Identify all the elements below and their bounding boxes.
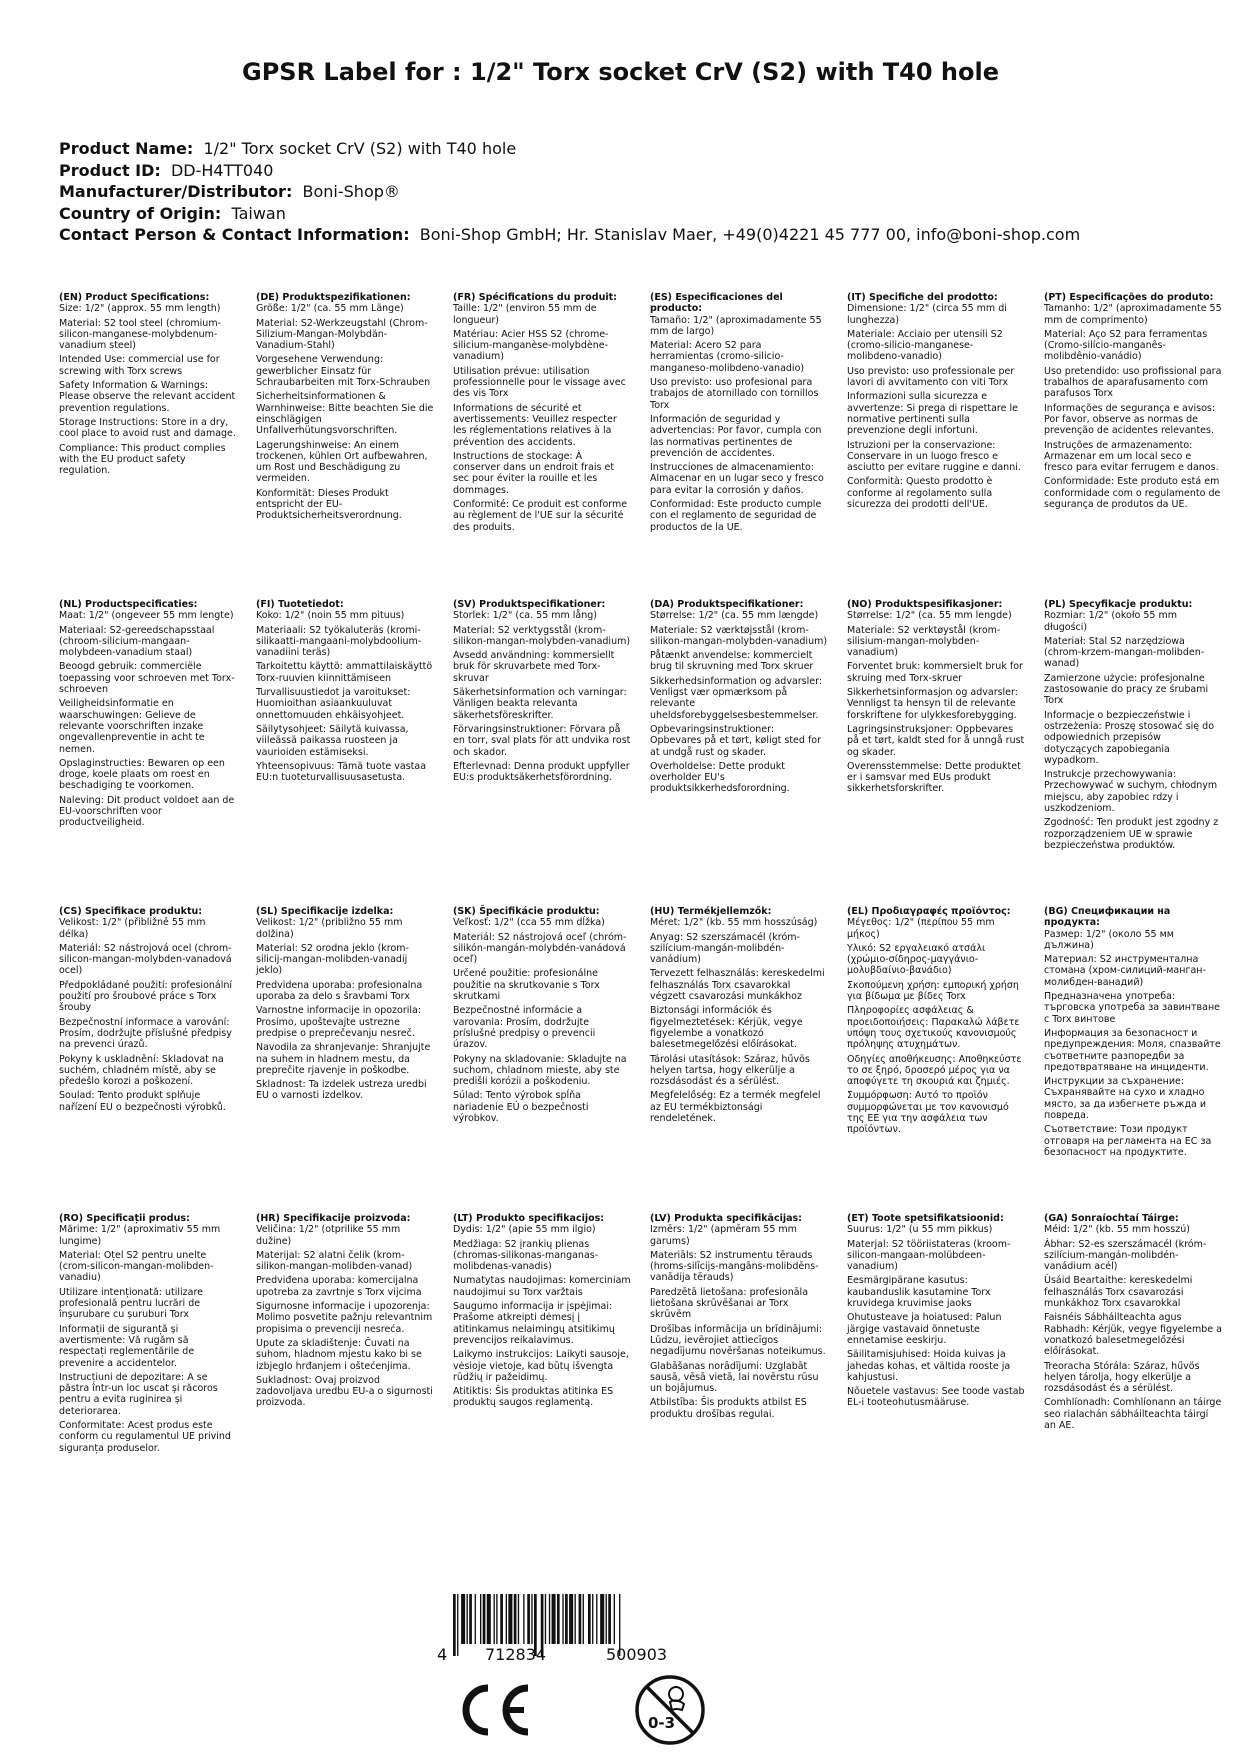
spec-section	[256, 292, 434, 525]
spec-paragraph: Megfelelőség: Ez a termék megfelel az EU termékbiztonsági rendeletének.	[650, 1090, 821, 1125]
spec-section-title: (DA) Produktspecifikationer:	[650, 599, 804, 610]
spec-paragraph: Ábhar: S2-es szerszámacél (króm-szilícium-mangán-molibdén-vanádium acél)	[1044, 1238, 1207, 1273]
spec-paragraph: Mărime: 1/2" (aproximativ 55 mm lungime)	[59, 1224, 221, 1247]
spec-section-title: (PL) Specyfikacje produktu:	[1044, 599, 1193, 610]
spec-paragraph: Comhlíonadh: Comhlíonann an táirge seo rialachán sábháilteachta táirgí an AE.	[1044, 1397, 1222, 1432]
spec-paragraph: Størrelse: 1/2" (ca. 55 mm længde)	[650, 610, 819, 622]
info-line	[59, 138, 1219, 160]
spec-paragraph: Съответствие: Този продукт отговаря на регламента на ЕС за безопасност на продуктите.	[1044, 1124, 1212, 1158]
spec-paragraph: Určené použitie: profesionálne použitie na skrutkovanie s Torx skrutkami	[453, 968, 600, 1003]
spec-paragraph: Materiaal: S2-gereedschapsstaal (chroom-silicium-mangaan-molybdeen-vanadium staal)	[59, 624, 215, 659]
info-value: DD-H4TT040	[170, 160, 274, 180]
spec-paragraph: Utilisation prévue: utilisation professionnelle pour le vissage avec des vis Torx	[453, 365, 626, 400]
spec-section-title: (SV) Produktspecifikationer:	[453, 599, 606, 610]
age-warning-icon	[632, 1672, 708, 1748]
barcode-bar	[565, 1594, 568, 1644]
spec-section	[847, 906, 1025, 1139]
barcode-bar	[500, 1594, 503, 1644]
spec-paragraph: Sikkerhedsinformation og advarsler: Venligst vær opmærksom på relevante uheldsforebyggelsesbestemmelser.	[650, 675, 823, 721]
spec-paragraph: Laikymo instrukcijos: Laikyti sausoje, vėsioje vietoje, kad būtų išvengta rūdžių ir pažeidimų.	[453, 1349, 629, 1383]
spec-paragraph: Material: Oțel S2 pentru unelte (crom-silicon-mangan-molibden-vanadiu)	[59, 1249, 214, 1284]
barcode-bar	[552, 1594, 556, 1644]
spec-paragraph: Overholdelse: Dette produkt overholder EU's produktsikkerhedsforordning.	[650, 760, 790, 795]
spec-paragraph: Informações de segurança e avisos: Por favor, observe as normas de prevenção de acidentes relevantes.	[1044, 402, 1216, 437]
info-label: Country of Origin:	[59, 203, 222, 223]
spec-paragraph: Pokyny na skladovanie: Skladujte na suchom, chladnom mieste, aby ste predišli korózii a poškodeniu.	[453, 1053, 627, 1088]
spec-paragraph: Safety Information & Warnings: Please observe the relevant accident prevention regulations.	[59, 380, 236, 414]
spec-section-title: (PT) Especificações do produto:	[1044, 292, 1214, 303]
spec-paragraph: Säilitamisjuhised: Hoida kuivas ja jahedas kohas, et vältida rooste ja kahjustusi.	[847, 1349, 1011, 1383]
barcode-bar	[608, 1594, 611, 1644]
spec-section-title: (GA) Sonraíochtaí Táirge:	[1044, 1213, 1179, 1224]
spec-section-title: (FR) Spécifications du produit:	[453, 292, 617, 303]
spec-paragraph: Uso previsto: uso profesional para trabajos de atornillado con tornillos Torx	[650, 377, 819, 411]
spec-section-title: (NO) Produktspesifikasjoner:	[847, 599, 1003, 610]
info-value: Boni-Shop®	[302, 182, 400, 201]
spec-section	[453, 1213, 631, 1412]
spec-section	[847, 292, 1025, 513]
spec-section	[650, 599, 828, 798]
spec-paragraph: Efterlevnad: Denna produkt uppfyller EU:s produktsäkerhetsförordning.	[453, 760, 630, 784]
spec-section-title: (EL) Προδιαγραφές προϊόντος:	[847, 906, 1011, 917]
spec-paragraph: Vorgesehene Verwendung: gewerblicher Einsatz für Schraubarbeiten mit Torx-Schrauben	[256, 354, 431, 389]
barcode-bar	[531, 1594, 532, 1644]
info-line	[59, 224, 1219, 246]
barcode-bar	[549, 1594, 550, 1644]
spec-paragraph: Storlek: 1/2" (ca. 55 mm lång)	[453, 610, 598, 622]
spec-section	[256, 906, 434, 1105]
spec-paragraph: Atbilstība: Šis produkts atbilst ES produktu drošības regulai.	[650, 1397, 807, 1420]
spec-paragraph: Sigurnosne informacije i upozorenja: Molimo posvetite pažnju relevantnim propisima o prevenciji nesreća.	[256, 1301, 433, 1335]
spec-paragraph: Forventet bruk: kommersielt bruk for skruing med Torx-skruer	[847, 661, 1023, 684]
ce-mark-icon	[454, 1680, 534, 1740]
spec-paragraph: Sicherheitsinformationen & Warnhinweise: Bitte beachten Sie die einschlägigen Unfallverhütungsvorschriften.	[256, 391, 434, 437]
spec-paragraph: Turvallisuustiedot ja varoitukset: Huomioithan asiaankuuluvat onnettomuuden ehkäisyohjeet.	[256, 687, 411, 721]
spec-paragraph: Materiał: Stal S2 narzędziowa (chrom-krzem-mangan-molibden-wanad)	[1044, 635, 1205, 670]
spec-paragraph: Beoogd gebruik: commerciële toepassing voor schroeven met Torx-schroeven	[59, 661, 235, 696]
spec-paragraph: Påtænkt anvendelse: kommercielt brug til skruvning med Torx skruer	[650, 650, 814, 673]
spec-paragraph: Størrelse: 1/2" (ca. 55 mm lengde)	[847, 610, 1012, 622]
barcode-bar	[506, 1594, 507, 1644]
spec-paragraph: Μέγεθος: 1/2" (περίπου 55 mm μήκος)	[847, 917, 995, 940]
spec-paragraph: Velikost: 1/2" (približno 55 mm dolžina)	[256, 917, 403, 940]
spec-paragraph: Koko: 1/2" (noin 55 mm pituus)	[256, 610, 405, 622]
spec-section	[650, 906, 828, 1127]
spec-paragraph: Υλικό: S2 εργαλειακό ατσάλι (χρώμιο-σίδηρος-μαγγάνιο-μολυβδαίνιο-βανάδιο)	[847, 942, 986, 977]
spec-paragraph: Uso pretendido: uso profissional para trabalhos de aparafusamento com parafusos Torx	[1044, 365, 1222, 400]
spec-section	[453, 599, 631, 786]
spec-paragraph: Conformidad: Este producto cumple con el reglamento de seguridad de productos de la UE.	[650, 499, 822, 533]
spec-paragraph: Material: S2-Werkzeugstahl (Chrom-Silizium-Mangan-Molybdän-Vanadium-Stahl)	[256, 317, 428, 352]
spec-paragraph: Veličina: 1/2" (otprilike 55 mm dužine)	[256, 1224, 401, 1247]
spec-paragraph: Sikkerhetsinformasjon og advarsler: Vennligst ta hensyn til de relevante forskriftene for ulykkesforebygging.	[847, 687, 1018, 721]
label-title: GPSR Label for : 1/2" Torx socket CrV (S2) with T40 hole	[242, 58, 999, 86]
spec-paragraph: Matériau: Acier HSS S2 (chrome-silicium-manganèse-molybdène-vanadium)	[453, 328, 609, 363]
spec-paragraph: Säilytysohjeet: Säilytä kuivassa, viileässä paikassa ruosteen ja vaurioiden estämiseksi.	[256, 723, 409, 758]
spec-paragraph: Eesmärgipärane kasutus: kaubanduslik kasutamine Torx kruvidega kruvimise jaoks	[847, 1275, 991, 1310]
barcode-group-1: 712834	[485, 1645, 547, 1664]
spec-section	[59, 599, 237, 832]
spec-paragraph: Предназначена употреба: търговска употреба за завинтване с Torx винтове	[1044, 991, 1220, 1025]
spec-paragraph: Conformità: Questo prodotto è conforme al regolamento sulla sicurezza dei prodotti dell'UE.	[847, 476, 993, 511]
spec-paragraph: Méret: 1/2" (kb. 55 mm hosszúság)	[650, 917, 818, 929]
info-line	[59, 160, 1219, 182]
spec-paragraph: Lagerungshinweise: An einem trockenen, kühlen Ort aufbewahren, um Rost und Beschädigung zu vermeiden.	[256, 439, 428, 485]
spec-paragraph: Anyag: S2 szerszámacél (króm-szilícium-mangán-molibdén-vanádium)	[650, 931, 800, 966]
spec-paragraph: Zamierzone użycie: profesjonalne zastosowanie do pracy ze śrubami Torx	[1044, 672, 1209, 707]
spec-paragraph: Atitiktis: Šis produktas atitinka ES produktų saugos reglamentą.	[453, 1386, 614, 1409]
barcode-bar	[496, 1594, 497, 1644]
spec-paragraph: Nõuetele vastavus: See toode vastab EL-i tooteohutusmääruse.	[847, 1386, 1025, 1409]
spec-paragraph: Bezpečnostní informace a varování: Prosím, dodržujte příslušné předpisy na prevenci úrazů.	[59, 1016, 232, 1051]
spec-paragraph: Tamaño: 1/2" (aproximadamente 55 mm de largo)	[650, 314, 822, 337]
ce-mark-label: CE	[454, 1680, 456, 1681]
spec-section-title: (EN) Product Specifications:	[59, 292, 210, 303]
spec-paragraph: Upute za skladištenje: Čuvati na suhom, hladnom mjestu kako bi se izbjeglo hrđanjem i oštećenjima.	[256, 1337, 422, 1372]
spec-paragraph: Taille: 1/2" (environ 55 mm de longueur)	[453, 303, 597, 326]
spec-paragraph: Informazioni sulla sicurezza e avvertenze: Si prega di rispettare le normative pertinenti sulla prevenzione degli infortuni.	[847, 391, 1018, 437]
spec-paragraph: Instrucțiuni de depozitare: A se păstra într-un loc uscat și răcoros pentru a evita ruginirea și deteriorarea.	[59, 1371, 218, 1417]
info-line	[59, 181, 1219, 203]
spec-paragraph: Materiale: Acciaio per utensili S2 (cromo-silicio-manganese-molibdeno-vanadio)	[847, 328, 1003, 363]
spec-paragraph: Navodila za shranjevanje: Shranjujte na suhem in hladnem mestu, da preprečite rjavenje in poškodbe.	[256, 1042, 431, 1076]
spec-paragraph: Paredzētā lietošana: profesionāla lietošana skrūvēšanai ar Torx skrūvēm	[650, 1286, 809, 1321]
spec-section	[256, 1213, 434, 1412]
spec-section-title: (NL) Productspecificaties:	[59, 599, 198, 610]
spec-paragraph: Размер: 1/2" (около 55 мм дължина)	[1044, 928, 1174, 951]
spec-paragraph: Πληροφορίες ασφάλειας & προειδοποιήσεις: Παρακαλώ λάβετε υπόψη τους σχετικούς κανονισμούς πρόληψης ατυχημάτων.	[847, 1005, 1020, 1051]
spec-paragraph: Σκοπούμενη χρήση: εμπορική χρήση για βίδωμα με βίδες Torx	[847, 979, 1019, 1003]
spec-paragraph: Συμμόρφωση: Αυτό το προϊόν συμμορφώνεται με τον κανονισμό της ΕΕ για την ασφάλεια των προϊόντων.	[847, 1090, 1009, 1136]
spec-paragraph: Glabāšanas norādījumi: Uzglabāt sausā, vēsā vietā, lai novērstu rūsu un bojājumus.	[650, 1360, 819, 1395]
barcode-bar	[475, 1594, 476, 1644]
spec-section	[1044, 1213, 1222, 1434]
product-info	[59, 138, 1219, 246]
barcode-bars	[437, 1594, 717, 1656]
spec-section-title: (RO) Specificații produs:	[59, 1213, 190, 1224]
barcode-bar	[467, 1594, 468, 1644]
spec-paragraph: Instrukcje przechowywania: Przechowywać w suchym, chłodnym miejscu, aby zapobiec rdzy i uszkodzeniom.	[1044, 769, 1218, 815]
spec-paragraph: Pokyny k uskladnění: Skladovat na suchém, chladném místě, aby se předešlo korozi a poškození.	[59, 1053, 224, 1088]
spec-paragraph: Veiligheidsinformatie en waarschuwingen: Gelieve de relevante voorschriften inzake ongevallenpreventie in acht te nemen.	[59, 698, 205, 755]
barcode-bar	[508, 1594, 512, 1644]
spec-paragraph: Информация за безопасност и предупреждения: Моля, спазвайте съответните разпоредби за предотвратяване на инциденти.	[1044, 1027, 1221, 1073]
spec-paragraph: Predviđena uporaba: komercijalna upotreba za zavrtnje s Torx vijcima	[256, 1275, 422, 1298]
barcode-bar	[596, 1594, 597, 1644]
spec-paragraph: Instrucciones de almacenamiento: Almacenar en un lugar seco y fresco para evitar la corrosión y daños.	[650, 462, 824, 496]
spec-section-title: (BG) Спецификации на продукта:	[1044, 906, 1171, 929]
spec-paragraph: Konformität: Dieses Produkt entspricht der EU-Produktsicherheitsverordnung.	[256, 487, 402, 522]
info-label: Contact Person & Contact Information:	[59, 225, 410, 244]
spec-paragraph: Инструкции за съхранение: Съхранявайте на сухо и хладно място, за да избегнете ръжда и повреда.	[1044, 1076, 1207, 1122]
barcode-bar	[579, 1594, 582, 1644]
barcode-bar	[461, 1594, 465, 1644]
spec-paragraph: Utilizare intenționată: utilizare profesională pentru lucrări de înșurubare cu șuruburi Torx	[59, 1286, 204, 1321]
spec-paragraph: Předpokládané použití: profesionální použití pro šroubové práce s Torx šrouby	[59, 979, 233, 1014]
spec-section	[453, 906, 631, 1127]
spec-paragraph: Úsáid Beartaithe: kereskedelmi felhasználás Torx csavarozási munkákhoz Torx csavarokkal	[1044, 1275, 1193, 1310]
barcode	[437, 1594, 717, 1674]
spec-section	[650, 292, 828, 536]
spec-section-title: (SK) Špecifikácie produktu:	[453, 906, 600, 917]
spec-section	[59, 906, 237, 1116]
spec-paragraph: Größe: 1/2" (ca. 55 mm Länge)	[256, 303, 404, 315]
spec-paragraph: Materjal: S2 tööriistateras (kroom-silicon-mangaan-molübdeen-vanadium)	[847, 1238, 1011, 1273]
spec-section-title: (IT) Specifiche del prodotto:	[847, 292, 998, 303]
info-value: Taiwan	[231, 203, 286, 223]
spec-paragraph: Materiāls: S2 instrumentu tērauds (hroms-silīcijs-mangāns-molibdēns-vanādija tērauds)	[650, 1249, 819, 1284]
spec-paragraph: Materiál: S2 nástrojová oceľ (chróm-silikón-mangán-molybdén-vanádová oceľ)	[453, 931, 627, 966]
spec-paragraph: Compliance: This product complies with the EU product safety regulation.	[59, 442, 226, 477]
spec-paragraph: Tárolási utasítások: Száraz, hűvös helyen tartsa, hogy elkerülje a rozsdásodást és a sérülést.	[650, 1053, 810, 1088]
barcode-digit-first: 4	[437, 1645, 448, 1664]
spec-paragraph: Informations de sécurité et avertissements: Veuillez respecter les réglementations relatives à la prévention des accidents.	[453, 402, 617, 448]
spec-paragraph: Materiale: S2 værktøjsstål (krom-silikon-mangan-molybden-vanadium)	[650, 624, 828, 647]
barcode-bar	[569, 1594, 573, 1644]
spec-paragraph: Tarkoitettu käyttö: ammattilaiskäyttö Torx-ruuvien kiinnittämiseen	[256, 661, 433, 684]
spec-paragraph: Uso previsto: uso professionale per lavori di avvitamento con viti Torx	[847, 365, 1015, 389]
barcode-bar	[562, 1594, 563, 1644]
spec-paragraph: Overensstemmelse: Dette produktet er i samsvar med EUs produkt sikkerhetsforskrifter.	[847, 760, 1021, 795]
barcode-bar	[483, 1594, 486, 1644]
spec-paragraph: Dimensione: 1/2" (circa 55 mm di lunghezza)	[847, 303, 1007, 326]
barcode-bar	[494, 1594, 495, 1644]
spec-paragraph: Lagringsinstruksjoner: Oppbevares på et tørt, kaldt sted for å unngå rust og skader.	[847, 723, 1025, 758]
spec-paragraph: Storage Instructions: Store in a dry, cool place to avoid rust and damage.	[59, 416, 236, 440]
spec-paragraph: Material: Aço S2 para ferramentas (Cromo-silício-manganês-molibdênio-vanádio)	[1044, 328, 1208, 363]
spec-section-title: (ES) Especificaciones del producto:	[650, 292, 783, 315]
spec-paragraph: Opslaginstructies: Bewaren op een droge, koele plaats om roest en beschadiging te voorkomen.	[59, 757, 225, 792]
spec-section	[256, 599, 434, 786]
barcode-bar	[600, 1594, 604, 1644]
spec-paragraph: Materiale: S2 verktøystål (krom-silisium-mangan-molybden-vanadium)	[847, 624, 1001, 659]
spec-paragraph: Súlad: Tento výrobok spĺňa nariadenie EÚ o bezpečnosti výrobkov.	[453, 1090, 589, 1125]
barcode-group-2: 500903	[606, 1645, 668, 1664]
spec-paragraph: Material: Acero S2 para herramientas (cromo-silicio-manganeso-molibdeno-vanadio)	[650, 340, 805, 374]
barcode-bar	[545, 1594, 546, 1644]
barcode-bar	[592, 1594, 593, 1644]
spec-paragraph: Conformidade: Este produto está em conformidade com o regulamento de segurança de produtos da UE.	[1044, 476, 1221, 511]
info-label: Product ID:	[59, 160, 161, 180]
barcode-bar	[583, 1594, 584, 1644]
barcode-bar	[606, 1594, 607, 1644]
info-label: Product Name:	[59, 139, 194, 158]
spec-paragraph: Suurus: 1/2" (u 55 mm pikkus)	[847, 1224, 993, 1236]
barcode-bar	[588, 1594, 591, 1644]
spec-section-title: (CS) Specifikace produktu:	[59, 906, 203, 917]
spec-paragraph: Dydis: 1/2" (apie 55 mm ilgio)	[453, 1224, 596, 1236]
spec-paragraph: Materiál: S2 nástrojová ocel (chrom-silicon-mangan-molybden-vanadová ocel)	[59, 942, 232, 977]
spec-paragraph: Numatytas naudojimas: komerciniam naudojimui su Torx varžtais	[453, 1275, 631, 1298]
spec-paragraph: Intended Use: commercial use for screwing with Torx screws	[59, 354, 220, 377]
barcode-bar	[523, 1594, 524, 1644]
spec-paragraph: Veľkosť: 1/2" (cca 55 mm dĺžka)	[453, 917, 605, 929]
spec-paragraph: Conformité: Ce produit est conforme au règlement de l'UE sur la sécurité des produits.	[453, 499, 628, 533]
info-label: Manufacturer/Distributor:	[59, 182, 293, 201]
spec-paragraph: Treoracha Stórála: Száraz, hűvös helyen tárolja, hogy elkerülje a rozsdásodást és a sérülést.	[1044, 1360, 1200, 1395]
spec-paragraph: Skladnost: Ta izdelek ustreza uredbi EU o varnosti izdelkov.	[256, 1079, 427, 1102]
spec-section-title: (ET) Toote spetsifikatsioonid:	[847, 1213, 1004, 1224]
spec-section-title: (LV) Produkta specifikācijas:	[650, 1213, 802, 1224]
spec-paragraph: Materijal: S2 alatni čelik (krom-silikon-mangan-molibden-vanad)	[256, 1249, 413, 1273]
spec-paragraph: Size: 1/2" (approx. 55 mm length)	[59, 303, 221, 315]
spec-paragraph: Material: S2 orodna jeklo (krom-silicij-mangan-molibden-vanadij jeklo)	[256, 942, 409, 977]
barcode-bar	[514, 1594, 517, 1644]
spec-paragraph: Opbevaringsinstruktioner: Opbevares på et tørt, køligt sted for at undgå rust og skader.	[650, 723, 822, 758]
spec-section	[1044, 599, 1222, 854]
spec-paragraph: Material: S2 tool steel (chromium-silicon-manganese-molybdenum-vanadium steel)	[59, 317, 221, 352]
spec-paragraph: Avsedd användning: kommersiellt bruk för skruvarbete med Torx-skruvar	[453, 650, 615, 684]
barcode-bar	[614, 1594, 615, 1644]
info-value: Boni-Shop GmbH; Hr. Stanislav Maer, +49(0)4221 45 777 00, info@boni-shop.com	[419, 225, 1081, 244]
spec-paragraph: Οδηγίες αποθήκευσης: Αποθηκεύστε το σε ξηρό, δροσερό μέρος για να αποφύγετε τη σκουριά και ζημιές.	[847, 1053, 1022, 1088]
spec-paragraph: Tamanho: 1/2" (aproximadamente 55 mm de comprimento)	[1044, 303, 1222, 326]
spec-section-title: (HU) Termékjellemzők:	[650, 906, 772, 917]
spec-paragraph: Naleving: Dit product voldoet aan de EU-voorschriften voor productveiligheid.	[59, 794, 235, 829]
spec-paragraph: Ohutusteave ja hoiatused: Palun järgige vastavaid õnnetuste ennetamise eeskirju.	[847, 1312, 1002, 1346]
spec-paragraph: Varnostne informacije in opozorila: Prosimo, upoštevajte ustrezne predpise o preprečevanju nesreč.	[256, 1005, 422, 1039]
spec-section	[1044, 292, 1222, 513]
barcode-bar	[453, 1594, 456, 1656]
barcode-bar	[518, 1594, 519, 1644]
spec-paragraph: Información de seguridad y advertencias: Por favor, cumpla con las normativas pertinentes de prevención de accidentes.	[650, 413, 822, 459]
spec-paragraph: Soulad: Tento produkt splňuje nařízení EU o bezpečnosti výrobků.	[59, 1090, 226, 1113]
spec-paragraph: Sukladnost: Ovaj proizvod zadovoljava uredbu EU-a o sigurnosti proizvoda.	[256, 1374, 433, 1409]
spec-section-title: (SL) Specifikacije izdelka:	[256, 906, 394, 917]
info-line	[59, 203, 1219, 225]
spec-paragraph: Tervezett felhasználás: kereskedelmi felhasználás Torx csavarokkal végzett csavarozási munkákhoz	[650, 968, 825, 1003]
spec-paragraph: Istruzioni per la conservazione: Conservare in un luogo fresco e asciutto per evitare ruggine e danni.	[847, 439, 1021, 474]
spec-section-title: (DE) Produktspezifikationen:	[256, 292, 411, 303]
spec-paragraph: Материал: S2 инструментална стомана (хром-силиций-манган-молибден-ванадий)	[1044, 954, 1206, 988]
spec-paragraph: Zgodność: Ten produkt jest zgodny z rozporządzeniem UE w sprawie bezpieczeństwa produktów.	[1044, 817, 1219, 851]
spec-paragraph: Rozmiar: 1/2" (około 55 mm długości)	[1044, 610, 1177, 633]
barcode-bar	[575, 1594, 576, 1644]
spec-paragraph: Maat: 1/2" (ongeveer 55 mm lengte)	[59, 610, 234, 622]
spec-section-title: (FI) Tuotetiedot:	[256, 599, 344, 610]
spec-paragraph: Instructions de stockage: À conserver dans un endroit frais et sec pour éviter la rouille et les dommages.	[453, 450, 615, 496]
spec-section-title: (HR) Specifikacije proizvoda:	[256, 1213, 411, 1224]
spec-section	[453, 292, 631, 536]
spec-section	[59, 292, 237, 479]
barcode-bar	[487, 1594, 491, 1644]
spec-paragraph: Säkerhetsinformation och varningar: Vänligen beakta relevanta säkerhetsföreskrifter.	[453, 687, 627, 721]
spec-paragraph: Förvaringsinstruktioner: Förvara på en torr, sval plats för att undvika rost och skador.	[453, 723, 631, 758]
spec-paragraph: Biztonsági információk és figyelmeztetések: Kérjük, vegye figyelembe a vonatkozó balesetmegelőzési előírásokat.	[650, 1005, 803, 1051]
spec-paragraph: Izmērs: 1/2" (apmēram 55 mm garums)	[650, 1224, 797, 1247]
spec-paragraph: Materiaali: S2 työkaluteräs (kromi-silikaatti-mangaani-molybdoolium-vanadiini teräs)	[256, 624, 422, 659]
spec-paragraph: Informacje o bezpieczeństwie i ostrzeżenia: Proszę stosować się do odpowiednich przepisów dotyczących zapobiegania wypadkom.	[1044, 709, 1215, 766]
spec-paragraph: Bezpečnostné informácie a varovania: Prosím, dodržujte príslušné predpisy o prevencii úrazov.	[453, 1005, 596, 1051]
spec-section-title: (LT) Produkto specifikacijos:	[453, 1213, 605, 1224]
spec-section	[59, 1213, 237, 1457]
barcode-bar	[557, 1594, 560, 1644]
spec-paragraph: Instruções de armazenamento: Armazenar em um local seco e fresco para evitar ferrugem e danos.	[1044, 439, 1219, 474]
spec-paragraph: Velikost: 1/2" (přibližně 55 mm délka)	[59, 917, 206, 940]
barcode-bar	[457, 1594, 458, 1656]
spec-paragraph: Drošības informācija un brīdinājumi: Lūdzu, ievērojiet attiecīgos negadījumu novēršanas noteikumus.	[650, 1323, 826, 1358]
spec-paragraph: Predvidena uporaba: profesionalna uporaba za delo s šravbami Torx	[256, 979, 423, 1003]
age-warning-label: 0-3	[648, 1714, 676, 1732]
spec-section	[847, 1213, 1025, 1412]
barcode-bar	[480, 1594, 481, 1644]
spec-paragraph: Faisnéis Sábháilteachta agus Rabhadh: Kérjük, vegye figyelembe a vonatkozó balesetmegelőzési előírásokat.	[1044, 1312, 1222, 1358]
spec-paragraph: Medžiaga: S2 įrankių plienas (chromas-silikonas-manganas-molibdenas-vanadis)	[453, 1238, 599, 1273]
spec-section	[1044, 906, 1222, 1161]
spec-section	[847, 599, 1025, 798]
spec-section	[650, 1213, 828, 1423]
spec-paragraph: Material: S2 verktygsstål (krom-silikon-mangan-molybden-vanadium)	[453, 624, 631, 647]
barcode-bar	[527, 1594, 530, 1644]
info-value: 1/2" Torx socket CrV (S2) with T40 hole	[203, 139, 517, 158]
spec-paragraph: Informații de siguranță și avertismente: Vă rugăm să respectați reglementările de prevenire a accidentelor.	[59, 1323, 195, 1369]
spec-paragraph: Méid: 1/2" (kb. 55 mm hosszú)	[1044, 1224, 1190, 1236]
spec-paragraph: Saugumo informacija ir įspėjimai: Prašome atkreipti dėmesį į atitinkamus nelaimingų atsitikimų prevencijos reikalavimus.	[453, 1301, 615, 1346]
barcode-bar	[469, 1594, 472, 1644]
spec-paragraph: Conformitate: Acest produs este conform cu regulamentul UE privind siguranța produselor.	[59, 1420, 231, 1454]
spec-paragraph: Yhteensopivuus: Tämä tuote vastaa EU:n tuoteturvallisuusasetusta.	[256, 760, 427, 784]
